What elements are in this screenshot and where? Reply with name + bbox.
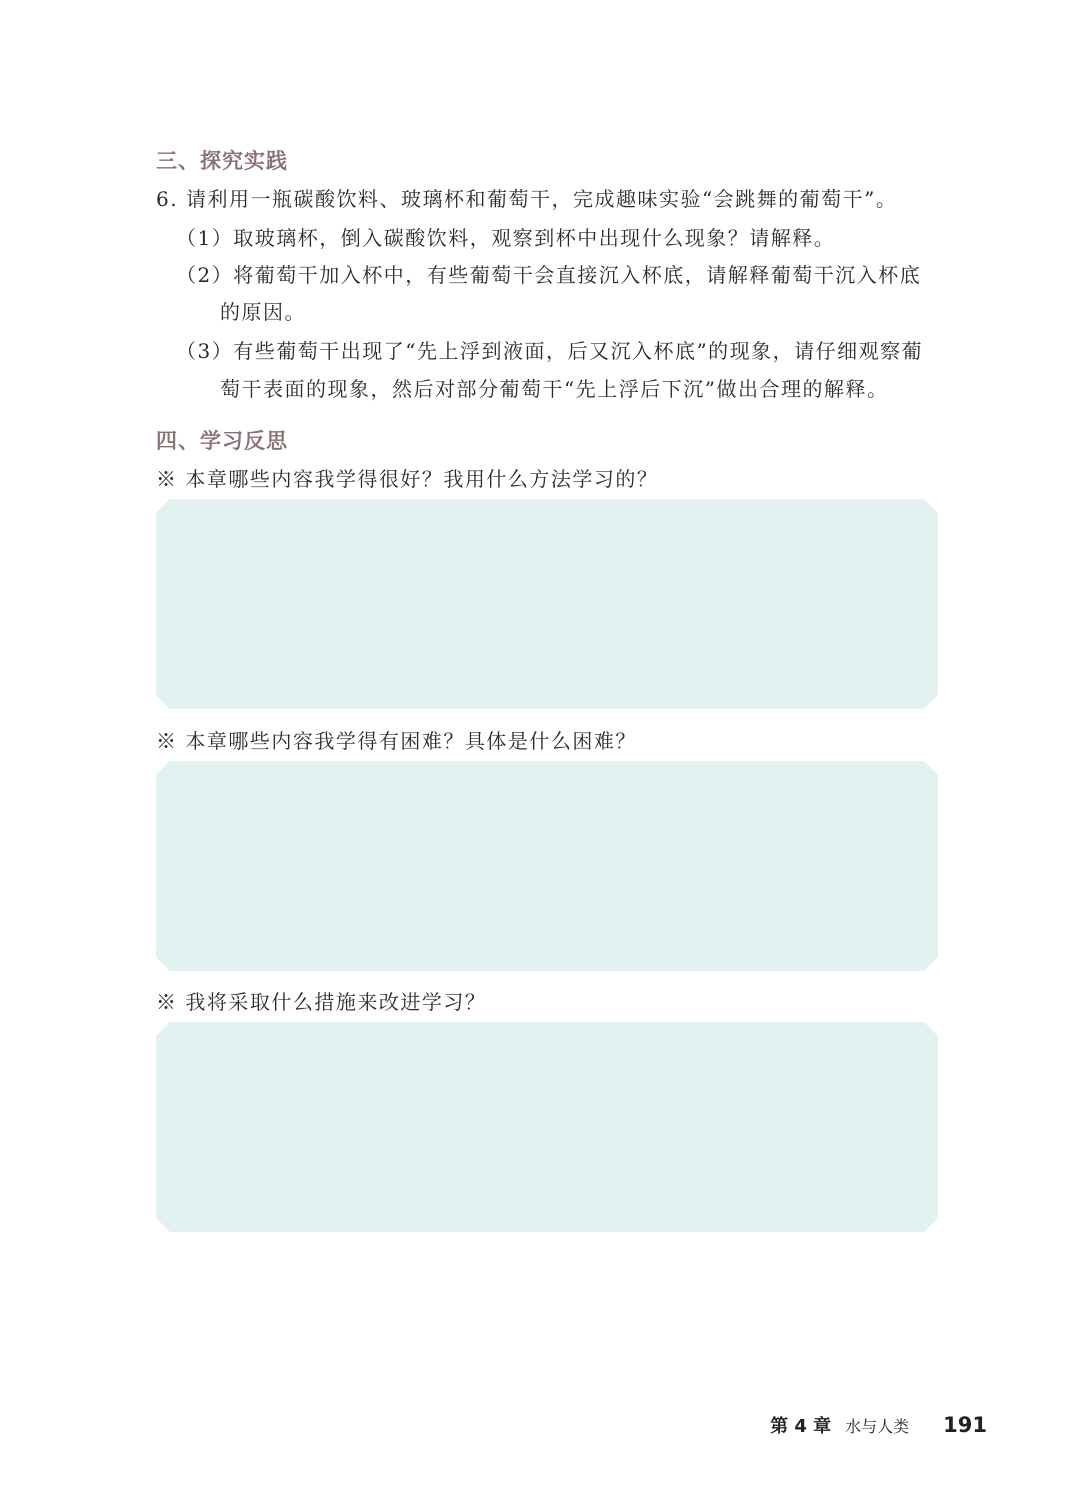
reflection-prompt-3: ※ 我将采取什么措施来改进学习？ [156,990,487,1014]
page-number: 191 [943,1413,987,1437]
question-6-sub-1: （1）取玻璃杯，倒入碳酸饮料，观察到杯中出现什么现象？请解释。 [176,226,836,250]
question-6-sub-3-line-1: （3）有些葡萄干出现了“先上浮到液面，后又沉入杯底”的现象，请仔细观察葡 [176,339,924,363]
reflection-prompt-2: ※ 本章哪些内容我学得有困难？具体是什么困难？ [156,729,637,753]
answer-box-2[interactable] [156,761,938,971]
section-title-reflection: 四、学习反思 [156,429,288,453]
question-6-sub-3-line-2: 萄干表面的现象，然后对部分葡萄干“先上浮后下沉”做出合理的解释。 [220,377,889,401]
chapter-label: 第 4 章 [770,1416,832,1437]
chapter-title: 水与人类 [845,1417,910,1436]
section-title-practice: 三、探究实践 [156,149,288,173]
question-6-sub-2-line-2: 的原因。 [220,300,306,324]
answer-box-1[interactable] [156,499,938,709]
reflection-prompt-1: ※ 本章哪些内容我学得很好？我用什么方法学习的？ [156,467,659,491]
question-6: 6. 请利用一瓶碳酸饮料、玻璃杯和葡萄干，完成趣味实验“会跳舞的葡萄干”。 [156,187,898,211]
question-6-sub-2-line-1: （2）将葡萄干加入杯中，有些葡萄干会直接沉入杯底，请解释葡萄干沉入杯底 [176,263,922,287]
answer-box-3[interactable] [156,1022,938,1232]
page-footer [770,1412,987,1438]
